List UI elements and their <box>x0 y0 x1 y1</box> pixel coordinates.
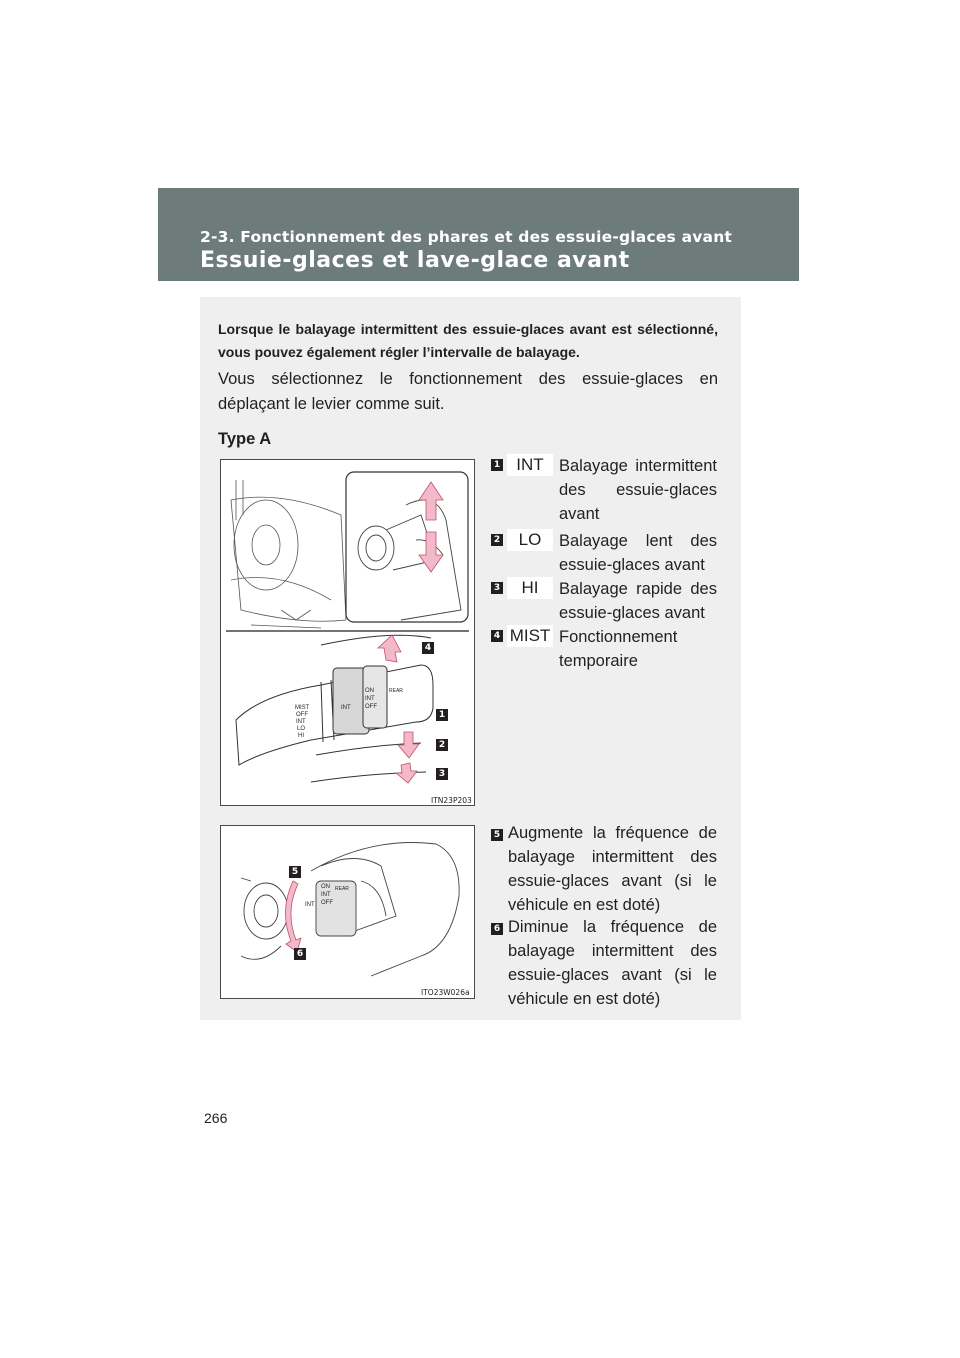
figure-marker-4: 4 <box>422 642 434 654</box>
figure-marker-3: 3 <box>436 768 448 780</box>
lever-label-mist: MIST <box>295 705 310 711</box>
chapter-header <box>158 188 799 281</box>
page-title: Essuie-glaces et lave-glace avant <box>200 248 630 273</box>
ring-figure <box>220 825 475 999</box>
position-text: Balayage intermittent des essuie-glaces avant <box>559 457 717 523</box>
type-label: Type A <box>218 430 272 448</box>
list-marker: 4 <box>491 630 503 642</box>
ring-label-on: ON <box>365 688 374 694</box>
lever-label-hi: HI <box>298 733 304 739</box>
adjust-text: Diminue la fréquence de balayage intermittent des essuie-glaces avant (si le véhicule en est doté) <box>508 918 717 1008</box>
figure-id: ITO23W026a <box>421 988 470 997</box>
page-number: 266 <box>204 1110 228 1126</box>
ring2-int-label: INT <box>305 902 315 908</box>
position-tag: INT <box>507 454 553 476</box>
ring-label-int: INT <box>365 696 375 702</box>
ring-illustration <box>221 826 476 1000</box>
ring2-label-int: INT <box>321 892 331 898</box>
instruction-paragraph: Vous sélectionnez le fonctionnement des essuie-glaces en déplaçant le levier comme suit. <box>218 370 718 413</box>
section-title: 2-3. Fonctionnement des phares et des essuie-glaces avant <box>200 228 733 246</box>
intro-text: Lorsque le balayage intermittent des essuie-glaces avant est sélectionné, vous pouvez également régler l’intervalle de balayage. <box>218 321 718 360</box>
position-tag: HI <box>507 577 553 599</box>
rear-label: REAR <box>389 688 403 694</box>
ring-label-off: OFF <box>365 704 377 710</box>
figure-marker-5: 5 <box>289 866 301 878</box>
figure-marker-2: 2 <box>436 739 448 751</box>
list-marker: 3 <box>491 582 503 594</box>
ring2-label-off: OFF <box>321 900 333 906</box>
position-tag: LO <box>507 529 553 551</box>
lever-label-lo: LO <box>297 726 306 732</box>
lever-illustration <box>221 460 476 807</box>
list-marker: 6 <box>491 923 503 935</box>
position-text: Fonctionnement temporaire <box>559 628 678 670</box>
ring2-label-on: ON <box>321 884 330 890</box>
list-marker: 2 <box>491 534 503 546</box>
lever-label-int: INT <box>296 719 306 725</box>
figure-marker-6: 6 <box>294 948 306 960</box>
figure-id: ITN23P203 <box>431 796 472 805</box>
list-marker: 1 <box>491 459 503 471</box>
figure-marker-1: 1 <box>436 709 448 721</box>
position-text: Balayage rapide des essuie-glaces avant <box>559 580 717 622</box>
position-text: Balayage lent des essuie-glaces avant <box>559 532 717 574</box>
adjust-text: Augmente la fréquence de balayage intermittent des essuie-glaces avant (si le véhicule en est doté) <box>508 824 717 914</box>
lever-figure <box>220 459 475 806</box>
lever-label-off: OFF <box>296 712 308 718</box>
ring2-rear-label: REAR <box>335 886 349 892</box>
ring-int-label: INT <box>341 705 351 711</box>
position-tag: MIST <box>507 625 553 647</box>
list-marker: 5 <box>491 829 503 841</box>
